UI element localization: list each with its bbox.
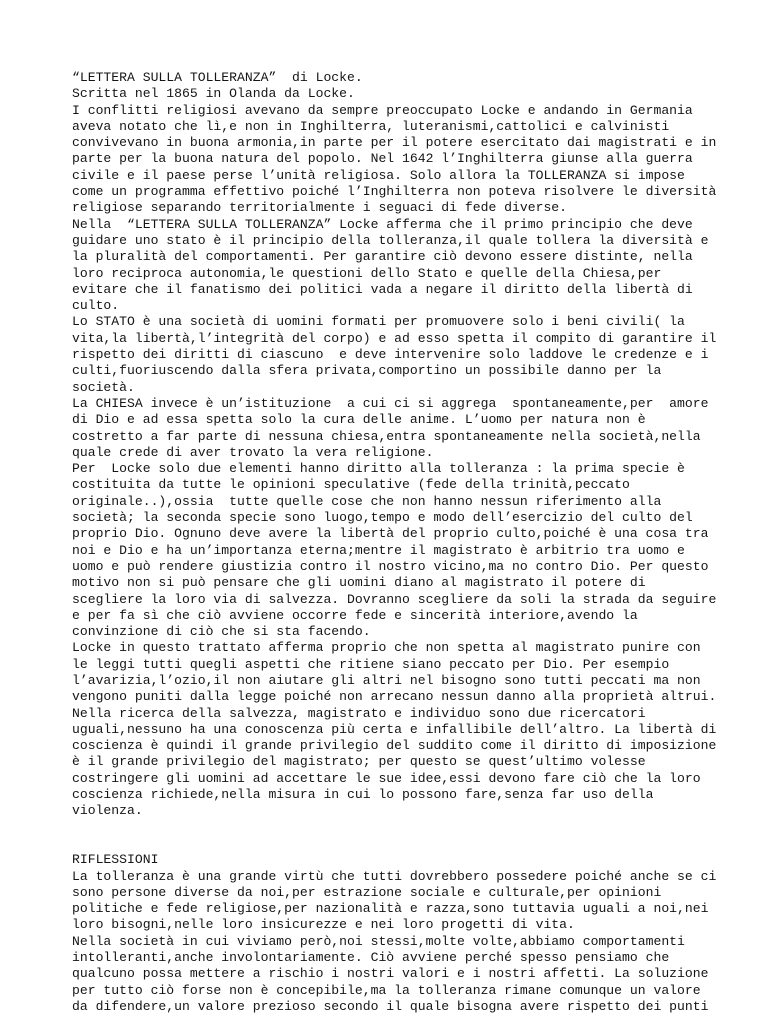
essay-text-line: coscienza è quindi il grande privilegio del suddito come il diritto di imposizione [72,738,717,754]
essay-text-line: vengono puniti dalla legge poiché non arrecano nessun danno alla proprietà altrui. [72,689,717,705]
reflection-text-line: RIFLESSIONI [72,852,159,868]
essay-text-line: proprio Dio. Ognuno deve avere la libertà del proprio culto,poiché è una cosa tra [72,526,709,542]
reflection-text-line: La tolleranza è una grande virtù che tutti dovrebbero possedere poiché anche se ci [72,868,717,884]
reflection-text-line: qualcuno possa mettere a rischio i nostri valori e i nostri affetti. La soluzione [72,966,709,982]
essay-text-line: la pluralità del comportamenti. Per garantire ciò devono essere distinte, nella [72,249,693,265]
essay-text-line: La CHIESA invece è un’istituzione a cui ci si aggrega spontaneamente,per amore [72,395,709,411]
essay-text-line: violenza. [72,803,143,819]
essay-text-line: culto. [72,298,120,314]
essay-text-line: motivo non si può pensare che gli uomini diano al magistrato il potere di [72,575,646,591]
essay-text-line: culti,fuoriuscendo dalla sfera privata,comportino un possibile danno per la [72,363,662,379]
essay-text-line: Locke in questo trattato afferma proprio che non spetta al magistrato punire con [72,640,701,656]
essay-text-line: Nella ricerca della salvezza, magistrato e individuo sono due ricercatori [72,705,646,721]
essay-text-line: originale..),ossia tutte quelle cose che non hanno nessun riferimento alla [72,493,662,509]
essay-text-line: costretto a far parte di nessuna chiesa,entra spontaneamente nella società,nella [72,428,701,444]
essay-text-line: quale crede di aver trovato la vera religione. [72,444,434,460]
essay-text-line: Nella “LETTERA SULLA TOLLERANZA” Locke afferma che il primo principio che deve [72,216,693,232]
essay-text-line: convinzione di ciò che si sta facendo. [72,624,371,640]
reflection-text-line: da difendere,un valore prezioso secondo il quale bisogna avere rispetto dei punti [72,998,709,1014]
reflection-text-line: intolleranti,anche involontariamente. Ciò avviene perché spesso pensiamo che [72,950,670,966]
essay-text-line: rispetto dei diritti di ciascuno e deve intervenire solo laddove le credenze e i [72,347,709,363]
essay-text-line: l’avarizia,l’ozio,il non aiutare gli altri nel bisogno sono tutti peccati ma non [72,672,701,688]
essay-text-line: convivevano in buona armonia,in parte per il potere esercitato dai magistrati e in [72,135,717,151]
essay-text-line: uguali,nessuno ha una conoscenza più certa e infallibile dell’altro. La libertà di [72,721,717,737]
reflection-text-line: loro bisogni,nelle loro insicurezze e nei loro progetti di vita. [72,917,575,933]
document-page [72,70,717,1015]
reflection-text-line: sono persone diverse da noi,per estrazione sociale e culturale,per opinioni [72,884,662,900]
essay-text-line: civile e il paese perse l’unità religiosa. Solo allora la TOLLERANZA si impose [72,167,685,183]
essay-text-line: religiose separando territorialmente i seguaci di fede diverse. [72,200,568,216]
essay-text-line: parte per la buona natura del popolo. Nel 1642 l’Inghilterra giunse alla guerra [72,151,693,167]
essay-text-line: è il grande privilegio del magistrato; per questo se quest’ultimo volesse [72,754,646,770]
essay-text-line: vita,la libertà,l’integrità del corpo) e ad esso spetta il compito di garantire il [72,330,717,346]
reflection-text-line: politiche e fede religiose,per nazionalità e razza,sono tuttavia uguali a noi,nei [72,901,709,917]
essay-text-line: I conflitti religiosi avevano da sempre preoccupato Locke e andando in Germania [72,102,693,118]
essay-text-line: costringere gli uomini ad accettare le sue idee,essi devono fare ciò che la loro [72,770,701,786]
essay-text-line: società. [72,379,135,395]
essay-text-line: le leggi tutti quegli aspetti che ritiene siano peccato per Dio. Per esempio [72,656,670,672]
essay-text-line: coscienza richiede,nella misura in cui lo possono fare,senza far uso della [72,787,654,803]
essay-text-line: evitare che il fanatismo dei politici vada a negare il diritto della libertà di [72,281,693,297]
section-spacer [72,820,704,853]
essay-text-line: noi e Dio e ha un’importanza eterna;mentre il magistrato è arbitrio tra uomo e [72,542,685,558]
essay-text-line: come un programma effettivo poiché l’Inghilterra non poteva risolvere le diversità [72,184,717,200]
essay-text-line: uomo e può rendere giustizia contro il nostro vicino,ma no contro Dio. Per questo [72,558,709,574]
essay-text-line: “LETTERA SULLA TOLLERANZA” di Locke. [72,70,363,85]
essay-text-line: aveva notato che lì,e non in Inghilterra, luteranismi,cattolici e calvinisti [72,118,670,134]
reflections-section [72,852,717,1015]
essay-text-line: di Dio e ad essa spetta solo la cura delle anime. L’uomo per natura non è [72,412,646,428]
essay-text-line: scegliere la loro via di salvezza. Dovranno scegliere da soli la strada da seguire [72,591,717,607]
essay-text-line: guidare uno stato è il principio della tolleranza,il quale tollera la diversità e [72,232,709,248]
essay-body [72,70,717,820]
essay-text-line: società; la seconda specie sono luogo,tempo e modo dell’esercizio del culto del [72,510,693,526]
reflection-text-line: per tutto ciò forse non è concepibile,ma la tolleranza rimane comunque un valore [72,982,701,998]
essay-text-line: loro reciproca autonomia,le questioni dello Stato e quelle della Chiesa,per [72,265,662,281]
essay-text-line: e per fa sì che ciò avviene occorre fede e sincerità interiore,avendo la [72,607,638,623]
essay-text-line: Per Locke solo due elementi hanno diritto alla tolleranza : la prima specie è [72,461,685,477]
essay-text-line: Lo STATO è una società di uomini formati per promuovere solo i beni civili( la [72,314,685,330]
essay-text-line: Scritta nel 1865 in Olanda da Locke. [72,86,355,102]
reflection-text-line: Nella società in cui viviamo però,noi stessi,molte volte,abbiamo comportamenti [72,933,685,949]
essay-text-line: costituita da tutte le opinioni speculative (fede della trinità,peccato [72,477,630,493]
